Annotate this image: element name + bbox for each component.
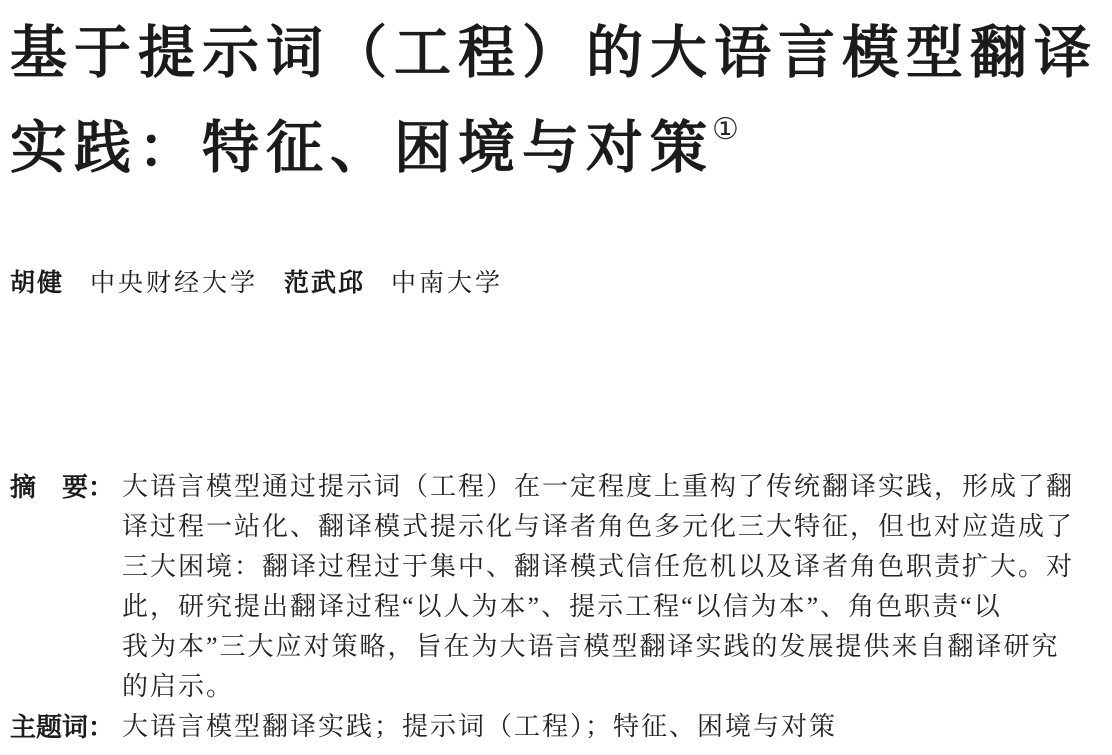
abstract-line: 此，研究提出翻译过程“以人为本”、提示工程“以信为本”、角色职责“以 (122, 592, 1002, 621)
author-name: 胡健 (10, 269, 65, 297)
authors-line (0, 268, 1112, 299)
abstract-line: 大语言模型通过提示词（工程）在一定程度上重构了传统翻译实践，形成了翻 (122, 472, 1075, 501)
abstract-line: 三大困境：翻译过程过于集中、翻译模式信任危机以及译者角色职责扩大。对 (122, 552, 1075, 581)
keywords-text: 大语言模型翻译实践；提示词（工程）；特征、困境与对策 (122, 712, 838, 741)
author-name: 范武邱 (284, 269, 366, 297)
keywords-label: 主题词： (10, 712, 115, 742)
paper-title-line-2-text: 实践：特征、困境与对策 (10, 116, 714, 180)
abstract-line: 译过程一站化、翻译模式提示化与译者角色多元化三大特征，但也对应造成了 (122, 512, 1075, 541)
keywords-section (0, 707, 1112, 747)
paper-title-line-1: 基于提示词（工程）的大语言模型翻译 (10, 21, 1098, 85)
author-affiliation: 中南大学 (391, 270, 504, 297)
paper-title-line-2: 实践：特征、困境与对策① (10, 113, 739, 180)
author-affiliation: 中央财经大学 (90, 270, 259, 297)
abstract-label: 摘 要： (10, 472, 115, 502)
abstract-line: 我为本”三大应对策略，旨在为大语言模型翻译实践的发展提供来自翻译研究 (122, 632, 1060, 661)
abstract-line: 的启示。 (122, 672, 235, 701)
paper-title (0, 0, 1112, 196)
abstract-section (0, 467, 1112, 707)
abstract-text (122, 467, 1074, 707)
